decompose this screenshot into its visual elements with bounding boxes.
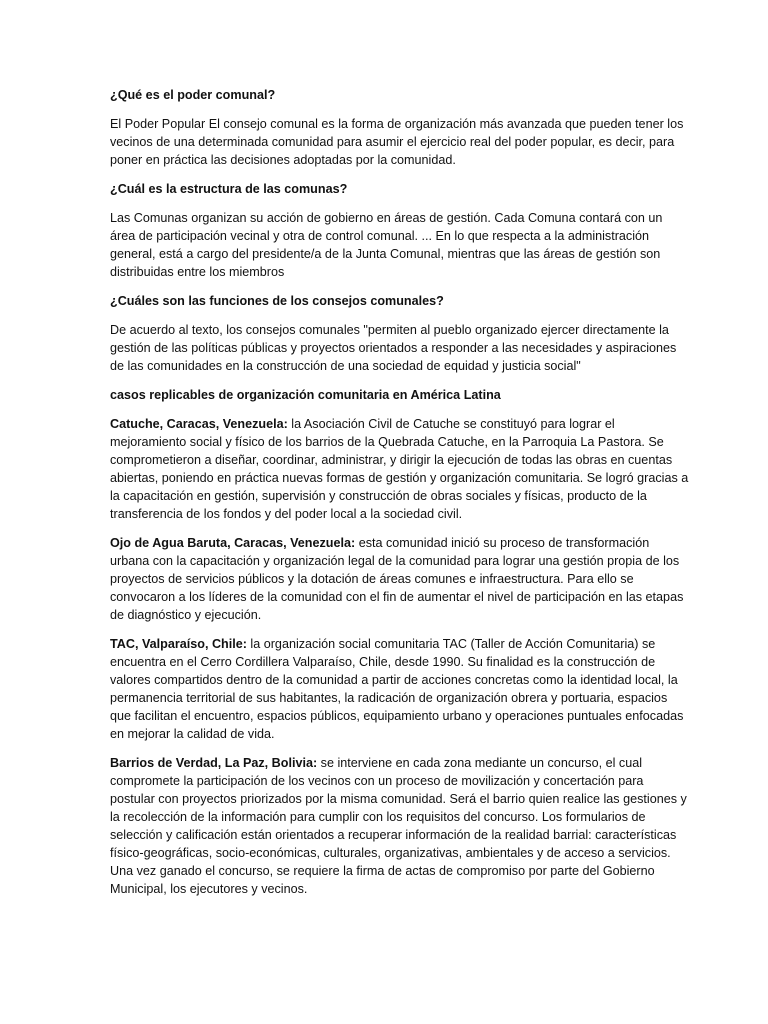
case-paragraph-ojo-de-agua <box>110 534 690 624</box>
case-paragraph-catuche <box>110 415 690 523</box>
answer-paragraph-estructura: Las Comunas organizan su acción de gobierno en áreas de gestión. Cada Comuna contará con un área de participación vecinal y otra de control comunal. ... En lo que respecta a la administración general, está a cargo del presidente/a de la Junta Comunal, mientras que las áreas de gestión son distribuidas entre los miembros <box>110 211 663 279</box>
case-title-catuche: Catuche, Caracas, Venezuela: <box>110 417 288 431</box>
question-heading-estructura: ¿Cuál es la estructura de las comunas? <box>110 182 348 196</box>
answer-paragraph-poder-comunal: El Poder Popular El consejo comunal es la forma de organización más avanzada que pueden tener los vecinos de una determinada comunidad para asumir el ejercicio real del poder popular, es decir, para poner en práctica las decisiones adoptadas por la comunidad. <box>110 117 684 167</box>
question-heading-poder-comunal: ¿Qué es el poder comunal? <box>110 88 276 102</box>
case-text-tac: la organización social comunitaria TAC (Taller de Acción Comunitaria) se encuentra en el Cerro Cordillera Valparaíso, Chile, desde 1990. Su finalidad es la construcción de valores compartidos dentro de la comunidad a partir de acciones concretas como la identidad local, la permanencia territorial de sus habitantes, la radicación de organización obrera y portuaria, espacios que facilitan el encuentro, espacios públicos, equipamiento urbano y operaciones puntuales enfocadas en mejorar la calidad de vida. <box>110 637 684 741</box>
case-paragraph-tac <box>110 635 690 743</box>
answer-paragraph-funciones: De acuerdo al texto, los consejos comunales "permiten al pueblo organizado ejercer directamente la gestión de las políticas públicas y proyectos orientados a responder a las necesidades y aspiraciones de las comunidades en la construcción de una sociedad de equidad y justicia social" <box>110 323 677 373</box>
case-title-tac: TAC, Valparaíso, Chile: <box>110 637 247 651</box>
case-text-ojo-de-agua: esta comunidad inició su proceso de transformación urbana con la capacitación y organización legal de la comunidad para lograr una gestión propia de los proyectos de servicios públicos y la dotación de áreas comunes e infraestructura. Para ello se convocaron a los líderes de la comunidad con el fin de aumentar el nivel de participación en las etapas de diagnóstico y ejecución. <box>110 536 684 622</box>
case-text-catuche: la Asociación Civil de Catuche se constituyó para lograr el mejoramiento social y físico de los barrios de la Quebrada Catuche, en la Parroquia La Pastora. Se comprometieron a diseñar, coordinar, administrar, y dirigir la ejecución de todas las obras en cuentas abiertas, poniendo en práctica nuevas formas de gestión y organización comunitaria. Se logró gracias a la capacitación en gestión, supervisión y construcción de obras sociales y físicas, producto de la transferencia de los fondos y del poder local a la sociedad civil. <box>110 417 689 521</box>
cases-heading: casos replicables de organización comunitaria en América Latina <box>110 388 501 402</box>
case-paragraph-barrios-de-verdad <box>110 754 690 898</box>
document-page <box>110 86 690 909</box>
question-heading-funciones: ¿Cuáles son las funciones de los consejos comunales? <box>110 294 444 308</box>
case-title-ojo-de-agua: Ojo de Agua Baruta, Caracas, Venezuela: <box>110 536 356 550</box>
case-title-barrios-de-verdad: Barrios de Verdad, La Paz, Bolivia: <box>110 756 318 770</box>
case-text-barrios-de-verdad: se interviene en cada zona mediante un concurso, el cual compromete la participación de los vecinos con un proceso de movilización y concertación para postular con proyectos priorizados por la misma comunidad. Será el barrio quien realice las gestiones y la recolección de la información para cumplir con los requisitos del concurso. Los formularios de selección y calificación están orientados a recuperar información de la realidad barrial: características físico-geográficas, socio-económicas, culturales, organizativas, ambientales y de acceso a servicios. Una vez ganado el concurso, se requiere la firma de actas de compromiso por parte del Gobierno Municipal, los ejecutores y vecinos. <box>110 756 687 896</box>
